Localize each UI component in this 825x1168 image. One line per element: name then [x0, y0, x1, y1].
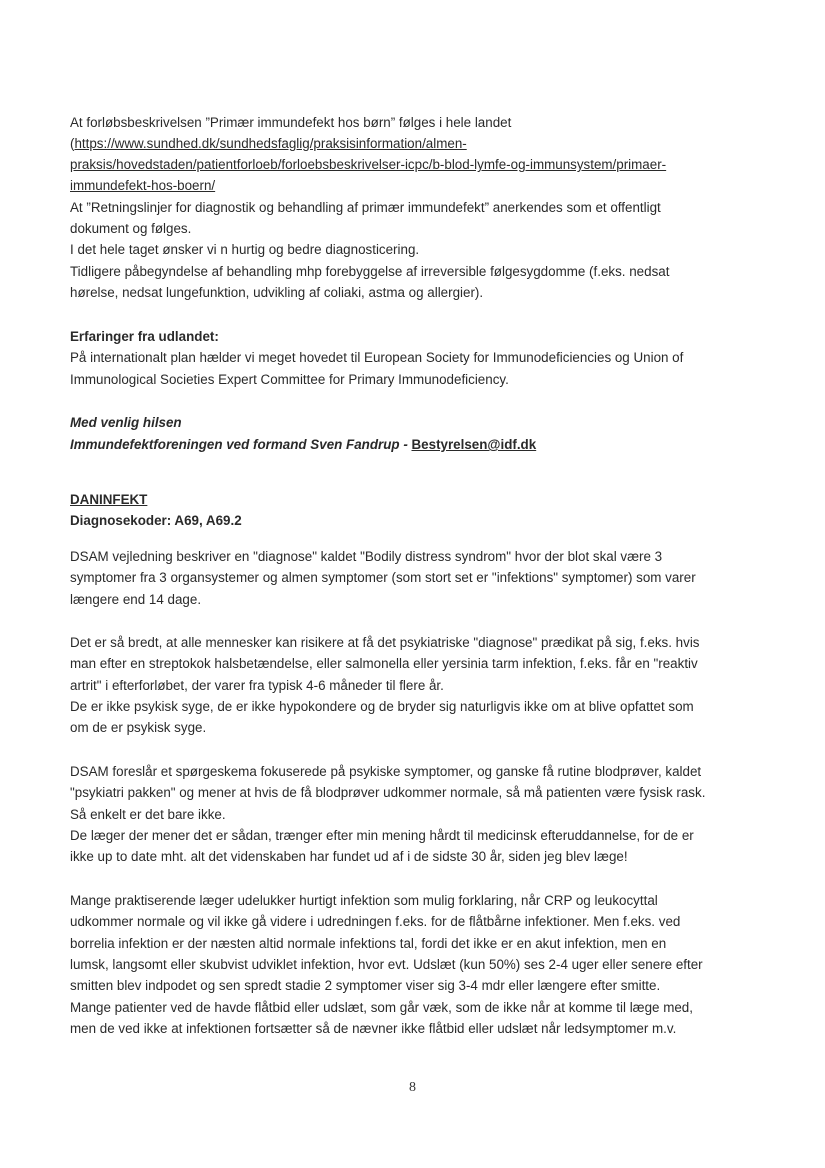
p4-line: udkommer normale og vil ikke gå videre i udredningen f.eks. for de flåtbårne infektioner. Men f.eks. ved — [70, 914, 681, 929]
p4-line: smitten blev indpodet og sen spredt stadie 2 symptomer viser sig 3-4 mdr eller længere efter smitte. — [70, 978, 661, 993]
p1-line: symptomer fra 3 organsystemer og almen symptomer (som stort set er "infektions" symptomer) som varer — [70, 570, 696, 585]
p1-line: DSAM vejledning beskriver en "diagnose" kaldet "Bodily distress syndrom" hvor der blot skal være 3 — [70, 549, 663, 564]
p4-line: borrelia infektion er der næsten altid normale infektions tal, fordi det ikke er en akut infektion, men en — [70, 936, 667, 951]
p2-line: Det er så bredt, at alle mennesker kan risikere at få det psykiatriske "diagnose" prædikat på sig, f.eks. hvis — [70, 635, 700, 650]
intro-line-8: Tidligere påbegyndelse af behandling mhp forebyggelse af irreversible følgesygdomme (f.eks. nedsat — [70, 264, 670, 279]
intro-line-9: hørelse, nedsat lungefunktion, udvikling af coliaki, astma og allergier). — [70, 285, 484, 300]
intro-line-5: At ”Retningslinjer for diagnostik og behandling af primær immundefekt” anerkendes som et offentligt — [70, 200, 661, 215]
p3-line: "psykiatri pakken" og mener at hvis de få blodprøver udkommer normale, så må patienten være fysisk rask. — [70, 785, 706, 800]
intro-line-1: At forløbsbeskrivelsen ”Primær immundefekt hos børn” følges i hele landet — [70, 115, 512, 130]
abroad-heading: Erfaringer fra udlandet: — [70, 329, 219, 344]
p2-line: De er ikke psykisk syge, de er ikke hypokondere og de bryder sig naturligvis ikke om at blive opfattet som — [70, 699, 694, 714]
p3-line: ikke up to date mht. alt det videnskaben har fundet ud af i de sidste 30 år, siden jeg blev læge! — [70, 849, 628, 864]
abroad-line-1: På internationalt plan hælder vi meget hovedet til European Society for Immunodeficiencies og Union of — [70, 350, 684, 365]
signature-greeting: Med venlig hilsen — [70, 415, 182, 430]
p3-line: De læger der mener det er sådan, trænger efter min mening hårdt til medicinsk efteruddannelse, for de er — [70, 828, 694, 843]
p1-line: længere end 14 dage. — [70, 592, 202, 607]
daninfekt-codes: Diagnosekoder: A69, A69.2 — [70, 513, 242, 528]
intro-link-line-2 — [70, 156, 666, 174]
intro-link-line-3 — [70, 177, 215, 195]
p4-line: lumsk, langsomt eller skubvist udviklet infektion, hvor evt. Udslæt (kun 50%) ses 2-4 uger eller senere efter — [70, 957, 703, 972]
p4-line: Mange patienter ved de havde flåtbid eller udslæt, som går væk, som de ikke når at komme til læge med, — [70, 1000, 693, 1015]
p3-line: Så enkelt er det bare ikke. — [70, 807, 226, 822]
p4-line: Mange praktiserende læger udelukker hurtigt infektion som mulig forklaring, når CRP og leukocyttal — [70, 893, 658, 908]
link-open-paren: ( — [70, 136, 75, 151]
signature-sender: Immundefektforeningen ved formand Sven Fandrup - — [70, 437, 412, 452]
p3-line: DSAM foreslår et spørgeskema fokuserede på psykiske symptomer, og ganske få rutine blodprøver, kaldet — [70, 764, 702, 779]
sundhed-link-part-1[interactable]: https://www.sundhed.dk/sundhedsfaglig/praksisinformation/almen- — [74, 136, 467, 151]
p2-line: om de er psykisk syge. — [70, 720, 207, 735]
p2-line: artrit" i efterforløbet, der varer fra typisk 4-6 måneder til flere år. — [70, 678, 444, 693]
page-number: 8 — [409, 1080, 416, 1095]
intro-line-6: dokument og følges. — [70, 221, 192, 236]
signature-sender-line — [70, 436, 536, 454]
sundhed-link-part-2[interactable]: praksis/hovedstaden/patientforloeb/forloebsbeskrivelser-icpc/b-blod-lymfe-og-immunsystem/primaer- — [70, 157, 667, 172]
p2-line: man efter en streptokok halsbetændelse, eller salmonella eller yersinia tarm infektion, f.eks. får en "reaktiv — [70, 656, 698, 671]
abroad-line-2: Immunological Societies Expert Committee for Primary Immunodeficiency. — [70, 372, 509, 387]
daninfekt-title: DANINFEKT — [70, 492, 148, 507]
signature-email-link[interactable]: Bestyrelsen@idf.dk — [411, 437, 537, 452]
sundhed-link-part-3[interactable]: immundefekt-hos-boern/ — [70, 178, 216, 193]
intro-link-line-1 — [70, 135, 467, 153]
intro-line-7: I det hele taget ønsker vi n hurtig og bedre diagnosticering. — [70, 242, 420, 257]
p4-line: men de ved ikke at infektionen fortsætter så de nævner ikke flåtbid eller udslæt når ledsymptomer m.v. — [70, 1021, 677, 1036]
